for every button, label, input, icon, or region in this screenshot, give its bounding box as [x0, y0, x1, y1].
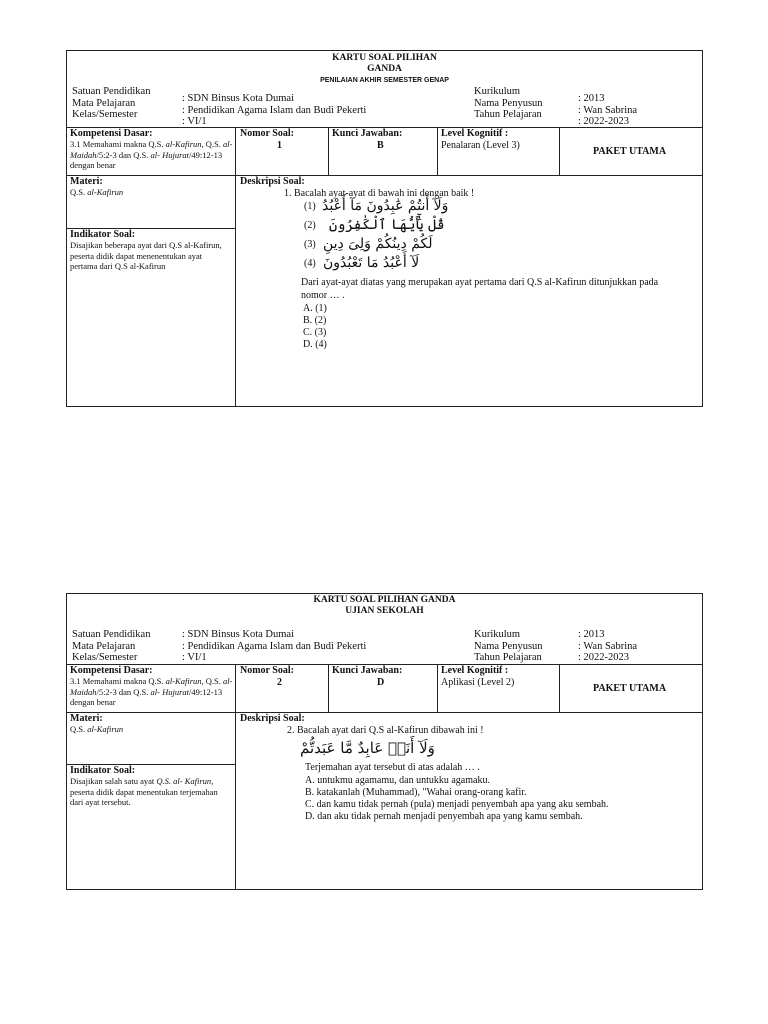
kd-text-a: 3.1 Memahami makna Q.S.: [70, 676, 166, 686]
kd-text: [70, 676, 233, 708]
answer-options: [303, 303, 327, 351]
value-mapel: : Pendidikan Agama Islam dan Budi Pekerti: [182, 640, 367, 652]
ayat-number-4: (4): [304, 258, 316, 269]
prompt-line-1: Dari ayat-ayat diatas yang merupakan ayat pertama dari Q.S al-Kafirun ditunjukkan pada: [301, 277, 659, 288]
deskripsi-label: Deskripsi Soal:: [240, 713, 305, 724]
option-d: D. dan aku tidak pernah menjadi penyembah apa yang kamu sembah.: [305, 811, 583, 822]
label-kelas: Kelas/Semester: [72, 109, 138, 120]
card-title-line2: GANDA: [367, 64, 402, 74]
materi-value-a: Q.S.: [70, 187, 88, 197]
col-divider-main: [235, 664, 236, 889]
ayat-line-2: قُلْ يَٰٓأَيُّهَا ٱلْكَٰفِرُونَ: [329, 217, 445, 233]
card-title: [67, 595, 702, 617]
value-kelas: : VI/1: [182, 116, 207, 127]
kd-text-e: /5:2-3 dan Q.S.: [96, 686, 151, 697]
ind-text-c: Kafirun: [184, 776, 212, 786]
option-c: C. (3): [303, 327, 327, 338]
label-mapel: Mata Pelajaran: [72, 97, 136, 109]
value-satuan: : SDN Binsus Kota Dumai: [182, 629, 295, 640]
value-satuan: : SDN Binsus Kota Dumai: [182, 93, 295, 104]
kunci-label: Kunci Jawaban:: [332, 665, 403, 676]
label-satuan: Satuan Pendidikan: [72, 629, 151, 640]
kd-text-c: Q.S.: [205, 676, 224, 686]
option-c: C. dan kamu tidak pernah (pula) menjadi penyembah apa yang aku sembah.: [305, 799, 609, 810]
value-tahun: : 2022-2023: [578, 652, 630, 663]
label-satuan: Satuan Pendidikan: [72, 86, 151, 97]
label-tahun: Tahun Pelajaran: [474, 652, 542, 663]
identity-values-left: [182, 629, 366, 664]
kd-label: Kompetensi Dasar:: [70, 128, 153, 139]
materi-value: [70, 724, 123, 735]
kunci-value: D: [377, 677, 385, 688]
kd-text-e: /5:2-3 dan Q.S.: [96, 149, 151, 160]
kd-text-h: /49:12-13 dengan benar: [70, 149, 223, 170]
ind-text-d: , peserta didik dapat menentukan terjemahan dari ayat tersebut.: [70, 776, 218, 807]
paket-label: PAKET UTAMA: [593, 683, 667, 694]
materi-value-b: al-Kafirun: [87, 724, 124, 734]
value-tahun: : 2022-2023: [578, 116, 630, 127]
kd-text-g: Hujurat: [162, 149, 190, 160]
identity-values-left: [182, 93, 366, 128]
kunci-label: Kunci Jawaban:: [332, 128, 403, 139]
row-divider-mid: [67, 712, 702, 713]
ayat-number-1: (1): [304, 201, 316, 212]
col-divider-nomor: [328, 664, 329, 712]
card-title-line1: KARTU SOAL PILIHAN GANDA: [313, 595, 456, 605]
value-kurikulum: : 2013: [578, 629, 605, 640]
materi-label: Materi:: [70, 713, 103, 724]
answer-options: [305, 775, 609, 823]
kd-text: [70, 139, 233, 171]
option-d: D. (4): [303, 339, 327, 350]
card-title-line1: KARTU SOAL PILIHAN: [332, 53, 437, 63]
materi-label: Materi:: [70, 176, 103, 187]
indikator-label: Indikator Soal:: [70, 765, 136, 776]
prompt-line: Terjemahan ayat tersebut di atas adalah … .: [305, 762, 480, 773]
kd-text-g: Hujurat: [162, 686, 190, 697]
option-b: B. (2): [303, 315, 327, 326]
kd-text-b: al-Kafirun,: [165, 676, 204, 686]
kd-text-d: al-Maidah: [70, 676, 233, 697]
value-penyusun: : Wan Sabrina: [578, 640, 638, 652]
label-penyusun: Nama Penyusun: [474, 640, 543, 652]
nomor-value: 1: [277, 140, 282, 151]
level-value: Aplikasi (Level 2): [441, 677, 515, 688]
card-subtitle: PENILAIAN AKHIR SEMESTER GENAP: [320, 77, 449, 84]
deskripsi-label: Deskripsi Soal:: [240, 176, 305, 187]
identity-values-right: [578, 93, 637, 128]
ayat-line-3: لَكُمْ دِينُكُمْ وَلِىَ دِينِ: [323, 236, 433, 252]
kd-label: Kompetensi Dasar:: [70, 665, 153, 676]
question-card-1: [66, 50, 703, 407]
indikator-text: [70, 776, 225, 808]
col-divider-kunci: [437, 127, 438, 175]
ind-text-a: Disajikan salah satu ayat: [70, 776, 157, 786]
level-label: Level Kognitif :: [441, 665, 509, 676]
ayat-number-2: (2): [304, 220, 316, 231]
col-divider-nomor: [328, 127, 329, 175]
materi-value-a: Q.S.: [70, 724, 88, 734]
label-kurikulum: Kurikulum: [474, 629, 521, 640]
materi-value: [70, 187, 123, 198]
kd-text-c: Q.S.: [205, 139, 224, 149]
label-mapel: Mata Pelajaran: [72, 640, 136, 652]
level-value: Penalaran (Level 3): [441, 140, 520, 151]
level-label: Level Kognitif :: [441, 128, 509, 139]
kd-text-f: al-: [150, 149, 160, 160]
question-card-2: [66, 593, 703, 890]
option-b: B. katakanlah (Muhammad), "Wahai orang-orang kafir.: [305, 787, 527, 798]
value-mapel: : Pendidikan Agama Islam dan Budi Pekerti: [182, 104, 367, 116]
paket-label: PAKET UTAMA: [593, 146, 667, 157]
label-kurikulum: Kurikulum: [474, 86, 521, 97]
identity-labels-right: [474, 629, 543, 664]
col-divider-level: [559, 664, 560, 712]
ayat-number-3: (3): [304, 239, 316, 250]
question-text: 1. Bacalah ayat-ayat di bawah ini dengan baik !: [284, 188, 475, 199]
label-tahun: Tahun Pelajaran: [474, 109, 542, 120]
prompt-line-2: nomor … .: [301, 290, 345, 301]
nomor-value: 2: [277, 677, 282, 688]
col-divider-level: [559, 127, 560, 175]
kd-text-f: al-: [150, 686, 160, 697]
col-divider-kunci: [437, 664, 438, 712]
label-kelas: Kelas/Semester: [72, 652, 138, 663]
kd-text-b: al-Kafirun,: [165, 139, 204, 149]
identity-labels-left: [72, 629, 150, 664]
identity-labels-right: [474, 86, 543, 121]
nomor-label: Nomor Soal:: [240, 665, 294, 676]
identity-values-right: [578, 629, 637, 664]
option-a: A. (1): [303, 303, 327, 314]
identity-labels-left: [72, 86, 150, 121]
materi-value-b: al-Kafirun: [87, 187, 124, 197]
kd-text-h: /49:12-13 dengan benar: [70, 686, 223, 707]
option-a: A. untukmu agamamu, dan untukku agamaku.: [305, 775, 490, 786]
card-title-line2: UJIAN SEKOLAH: [345, 606, 424, 616]
ayat-line-4: لَآ أَعْبُدُ مَا تَعْبُدُونَ: [323, 255, 420, 271]
ind-text-b: Q.S. al-: [156, 776, 183, 786]
card-title: [67, 53, 702, 75]
label-penyusun: Nama Penyusun: [474, 97, 543, 109]
kd-text-a: 3.1 Memahami makna Q.S.: [70, 139, 166, 149]
indikator-text: Disajikan beberapa ayat dari Q.S al-Kafirun, peserta didik dapat menenentukan ayat pertama dari Q.S al-Kafirun: [70, 240, 222, 271]
nomor-label: Nomor Soal:: [240, 128, 294, 139]
value-penyusun: : Wan Sabrina: [578, 104, 638, 116]
row-divider-mid: [67, 175, 702, 176]
kunci-value: B: [377, 140, 384, 151]
value-kurikulum: : 2013: [578, 93, 605, 104]
indikator-label: Indikator Soal:: [70, 229, 136, 240]
question-text: 2. Bacalah ayat dari Q.S al-Kafirun dibawah ini !: [287, 725, 484, 736]
ayat-line-1: وَلَآ أَنتُمْ عَٰبِدُونَ مَآ أَعْبُدُ: [322, 198, 449, 214]
ayat-line: وَلَآ أَنَا۠ عَابِدٌ مَّا عَبَدتُّمْ: [300, 739, 435, 757]
kd-text-d: al-Maidah: [70, 139, 233, 160]
col-divider-main: [235, 127, 236, 406]
value-kelas: : VI/1: [182, 652, 207, 663]
